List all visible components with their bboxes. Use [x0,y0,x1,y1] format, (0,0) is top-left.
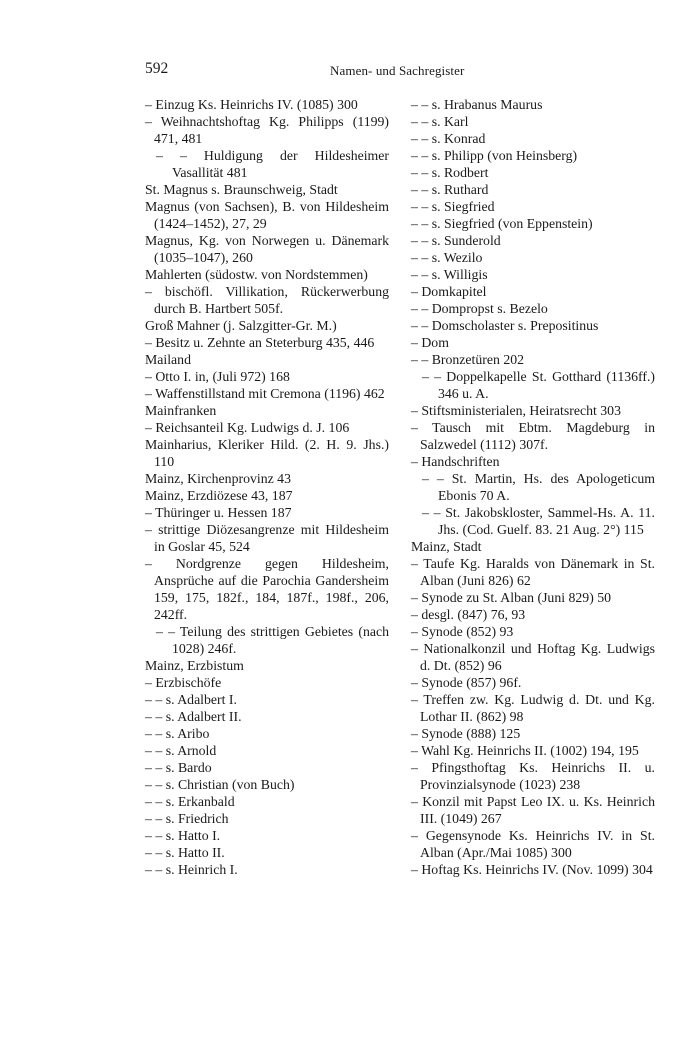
index-entry: – Synode zu St. Alban (Juni 829) 50 [411,590,612,605]
index-entry: – – s. Konrad [411,131,486,146]
index-entry: – – Huldigung der Hildesheimer Vasallität 481 [156,148,389,180]
index-entry: – Nordgrenze gegen Hildesheim, Ansprüche auf die Parochia Gandersheim 159, 175, 182f., 184, 187f., 198f., 206, 242ff. [145,556,389,622]
index-entry: – Treffen zw. Kg. Ludwig d. Dt. und Kg. Lothar II. (862) 98 [411,692,655,724]
index-entry: – – s. Karl [411,114,469,129]
index-entry: – – Bronzetüren 202 [411,352,525,367]
index-entry: – – s. Siegfried [411,199,495,214]
index-entry: – – Domscholaster s. Prepositinus [411,318,599,333]
index-entry: – – s. Friedrich [145,811,229,826]
index-entry: – Nationalkonzil und Hoftag Kg. Ludwigs d. Dt. (852) 96 [411,641,655,673]
running-head: Namen- und Sachregister [330,63,465,78]
index-entry: – Pfingsthoftag Ks. Heinrichs II. u. Provinzialsynode (1023) 238 [411,760,655,792]
index-entry: – – s. Christian (von Buch) [145,777,295,792]
index-entry: – – s. Heinrich I. [145,862,238,877]
index-entry: – – s. Arnold [145,743,217,758]
index-entry: – Reichsanteil Kg. Ludwigs d. J. 106 [145,420,350,435]
index-entry: – Einzug Ks. Heinrichs IV. (1085) 300 [145,97,358,112]
index-entry: – – s. Bardo [145,760,212,775]
index-entry: – – St. Martin, Hs. des Apologeticum Ebonis 70 A. [422,471,655,503]
index-entry: – Hoftag Ks. Heinrichs IV. (Nov. 1099) 304 [411,862,653,877]
index-entry: – Erzbischöfe [145,675,222,690]
index-column-right [411,96,655,878]
index-entry: – – s. Siegfried (von Eppenstein) [411,216,593,231]
index-entry: – Besitz u. Zehnte an Steterburg 435, 446 [145,335,375,350]
page-number: 592 [145,60,169,77]
index-column-left [145,96,389,878]
index-entry: Mainz, Stadt [411,539,482,554]
index-entry: – Taufe Kg. Haralds von Dänemark in St. Alban (Juni 826) 62 [411,556,655,588]
index-entry: – Handschriften [411,454,500,469]
index-entry: Mainz, Erzdiözese 43, 187 [145,488,293,503]
index-entry: Groß Mahner (j. Salzgitter-Gr. M.) [145,318,337,333]
index-entry: Mahlerten (südostw. von Nordstemmen) [145,267,368,282]
index-entry: – Synode (888) 125 [411,726,521,741]
index-entry: – Tausch mit Ebtm. Magdeburg in Salzwedel (1112) 307f. [411,420,655,452]
index-entry: – – s. Sunderold [411,233,501,248]
index-entry: Mailand [145,352,191,367]
index-entry: – Dom [411,335,449,350]
index-entry: – Domkapitel [411,284,487,299]
index-entry: – – s. Rodbert [411,165,489,180]
index-entry: – – s. Willigis [411,267,488,282]
index-entry: – Wahl Kg. Heinrichs II. (1002) 194, 195 [411,743,639,758]
index-entry: – – s. Adalbert I. [145,692,237,707]
index-entry: – – St. Jakobskloster, Sammel-Hs. A. 11. Jhs. (Cod. Guelf. 83. 21 Aug. 2°) 115 [422,505,655,537]
index-entry: Mainz, Kirchenprovinz 43 [145,471,291,486]
index-entry: – desgl. (847) 76, 93 [411,607,526,622]
index-entry: – Weihnachtshoftag Kg. Philipps (1199) 471, 481 [145,114,389,146]
index-entry: – Gegensynode Ks. Heinrichs IV. in St. Alban (Apr./Mai 1085) 300 [411,828,655,860]
index-entry: Magnus, Kg. von Norwegen u. Dänemark (1035–1047), 260 [145,233,389,265]
index-entry: – – s. Ruthard [411,182,489,197]
index-entry: – – s. Erkanbald [145,794,235,809]
index-entry: – – s. Philipp (von Heinsberg) [411,148,578,163]
index-entry: – bischöfl. Villikation, Rückerwerbung durch B. Hartbert 505f. [145,284,389,316]
index-entry: Mainz, Erzbistum [145,658,244,673]
index-entry: – – s. Wezilo [411,250,483,265]
index-entry: – – Dompropst s. Bezelo [411,301,548,316]
index-entry: – Otto I. in, (Juli 972) 168 [145,369,290,384]
index-entry: – Synode (852) 93 [411,624,514,639]
index-entry: – – s. Adalbert II. [145,709,242,724]
index-entry: St. Magnus s. Braunschweig, Stadt [145,182,338,197]
index-entry: – – s. Hatto I. [145,828,221,843]
index-entry: – – Doppelkapelle St. Gotthard (1136ff.) 346 u. A. [422,369,655,401]
index-entry: – strittige Diözesangrenze mit Hildesheim in Goslar 45, 524 [145,522,389,554]
index-entry: – – s. Hatto II. [145,845,225,860]
index-entry: – – s. Aribo [145,726,210,741]
index-entry: – Stiftsministerialen, Heiratsrecht 303 [411,403,621,418]
index-entry: – Synode (857) 96f. [411,675,522,690]
index-entry: – Konzil mit Papst Leo IX. u. Ks. Heinrich III. (1049) 267 [411,794,655,826]
index-entry: – Thüringer u. Hessen 187 [145,505,292,520]
index-entry: Mainharius, Kleriker Hild. (2. H. 9. Jhs.) 110 [145,437,389,469]
index-entry: Magnus (von Sachsen), B. von Hildesheim (1424–1452), 27, 29 [145,199,389,231]
index-entry: – – Teilung des strittigen Gebietes (nach 1028) 246f. [156,624,389,656]
index-entry: – Waffenstillstand mit Cremona (1196) 462 [145,386,385,401]
index-entry: Mainfranken [145,403,217,418]
index-entry: – – s. Hrabanus Maurus [411,97,543,112]
